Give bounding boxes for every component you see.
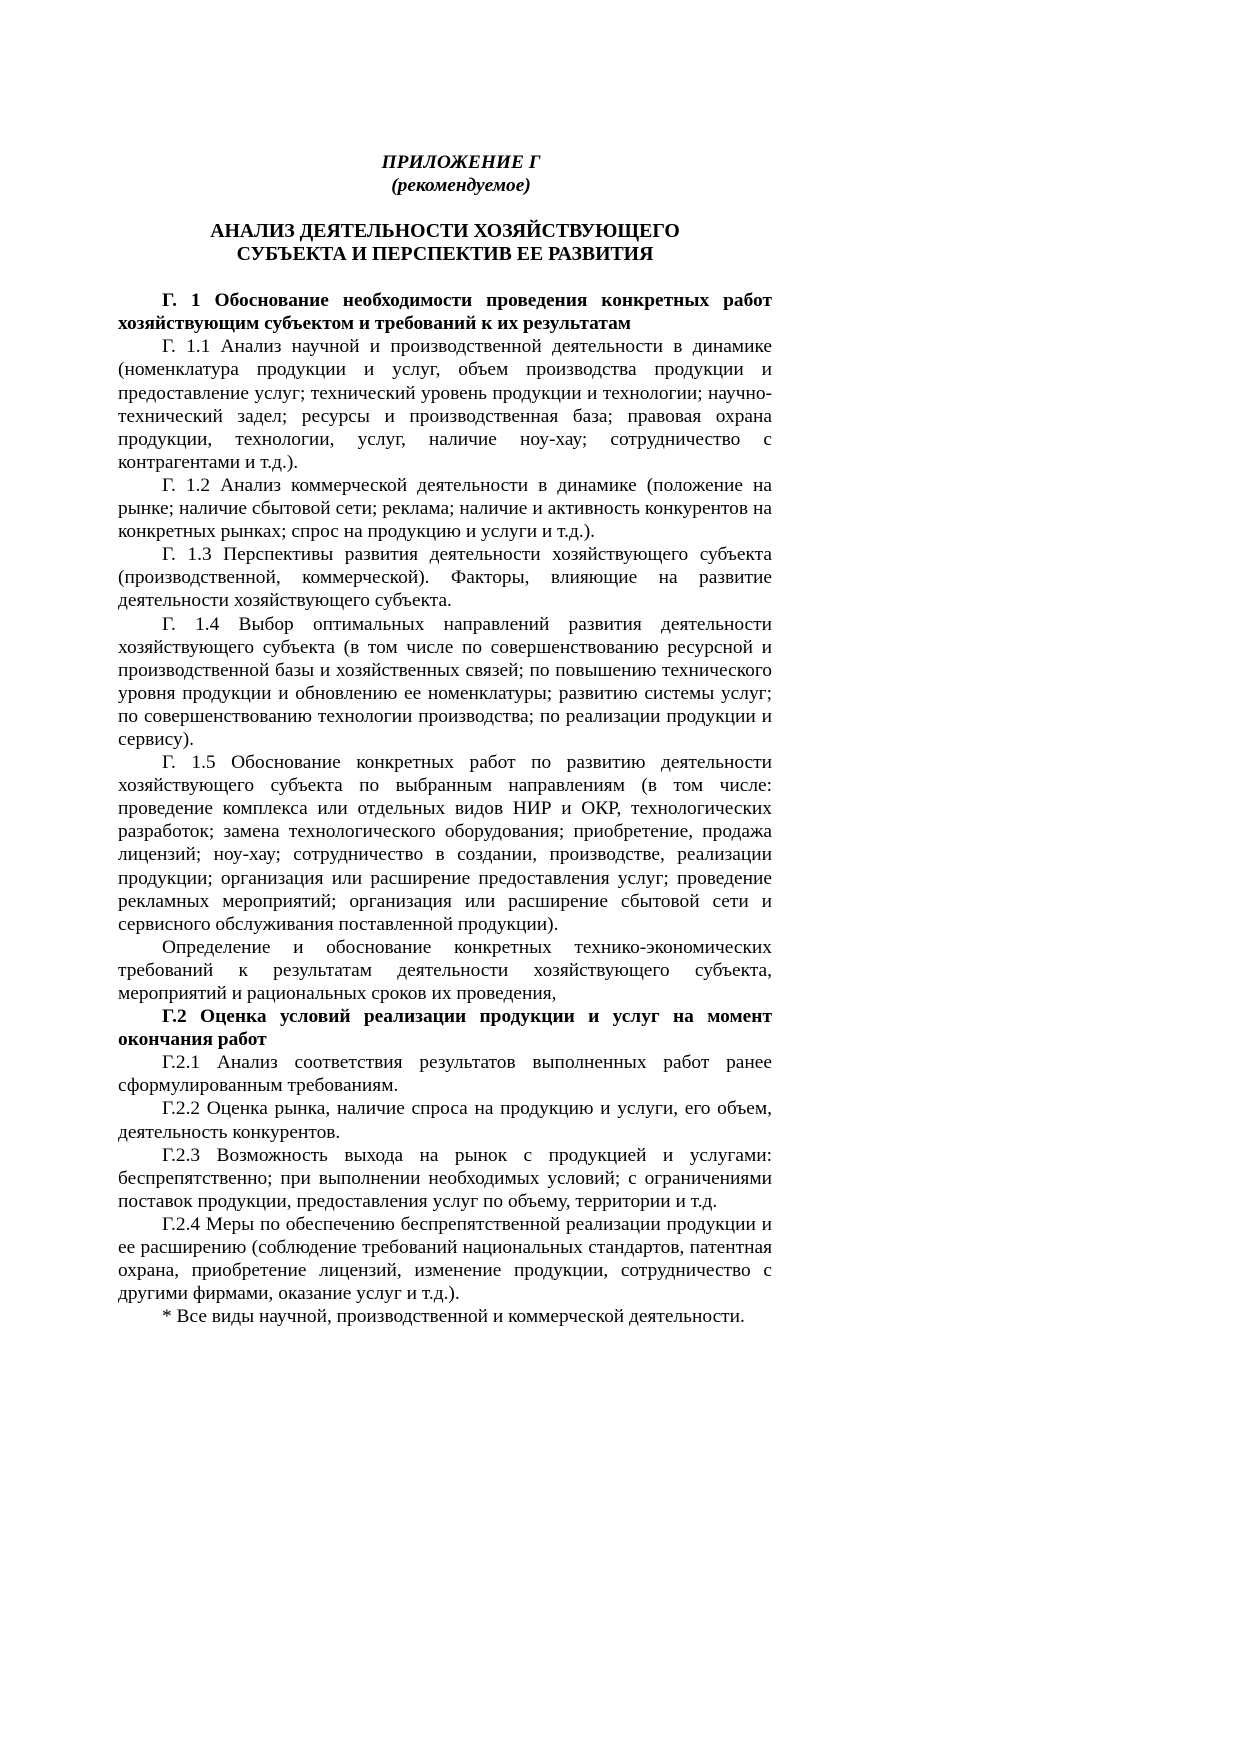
paragraph: Г. 1.4 Выбор оптимальных направлений развития деятельности хозяйствующего субъекта (в том числе по совершенствованию ресурсной и производственной базы и хозяйственных связей; по повышению технического уровня продукции и обновлению ее номенклатуры; развитию системы услуг; по совершенствованию технологии производства; по реализации продукции и сервису). xyxy=(118,613,772,750)
paragraph: Г. 1.3 Перспективы развития деятельности хозяйствующего субъекта (производственной, коммерческой). Факторы, влияющие на развитие деятельности хозяйствующего субъекта. xyxy=(118,544,772,612)
document-body xyxy=(118,289,772,1328)
paragraph: Определение и обоснование конкретных технико-экономических требований к результатам деятельности хозяйствующего субъекта, мероприятий и рациональных сроков их проведения, xyxy=(118,936,772,1004)
appendix-header xyxy=(150,151,772,197)
appendix-status: (рекомендуемое) xyxy=(391,175,531,197)
paragraph: Г.2.4 Меры по обеспечению беспрепятственной реализации продукции и ее расширению (соблюдение требований национальных стандартов, патентная охрана, приобретение лицензий, изменение продукции, сотрудничество с другими фирмами, оказание услуг и т.д.). xyxy=(118,1213,772,1305)
appendix-label: ПРИЛОЖЕНИЕ Г xyxy=(381,152,541,173)
document-page xyxy=(118,151,772,1328)
paragraph: Г. 1.5 Обоснование конкретных работ по развитию деятельности хозяйствующего субъекта по выбранным направлениям (в том числе: проведение комплекса или отдельных видов НИР и ОКР, технологических разработок; замена технологического оборудования; приобретение, продажа лицензий; ноу-хау; сотрудничество в создании, производстве, реализации продукции; организация или расширение предоставления услуг; проведение рекламных мероприятий; организация или расширение сбытовой сети и сервисного обслуживания поставленной продукции). xyxy=(118,752,772,935)
title-line-2: СУБЪЕКТА И ПЕРСПЕКТИВ ЕЕ РАЗВИТИЯ xyxy=(236,243,654,266)
paragraph: Г. 1.1 Анализ научной и производственной деятельности в динамике (номенклатура продукции и услуг, объем производства продукции и предоставление услуг; технический уровень продукции и технологии; научно-технический задел; ресурсы и производственная база; правовая охрана продукции, технологии, услуг, наличие ноу-хау; сотрудничество с контрагентами и т.д.). xyxy=(118,336,772,473)
paragraph: Г. 1.2 Анализ коммерческой деятельности в динамике (положение на рынке; наличие сбытовой сети; реклама; наличие и активность конкурентов на конкретных рынках; спрос на продукцию и услуги и т.д.). xyxy=(118,474,772,543)
document-title xyxy=(118,220,772,266)
paragraph: Г.2.3 Возможность выхода на рынок с продукцией и услугами: беспрепятственно; при выполнении необходимых условий; с ограничениями поставок продукции, предоставления услуг по объему, территории и т.д. xyxy=(118,1144,772,1212)
title-line-1: АНАЛИЗ ДЕЯТЕЛЬНОСТИ ХОЗЯЙСТВУЮЩЕГО xyxy=(210,220,680,243)
paragraph: Г.2.2 Оценка рынка, наличие спроса на продукцию и услуги, его объем, деятельность конкурентов. xyxy=(118,1098,772,1143)
section-heading: Г. 1 Обоснование необходимости проведения конкретных работ хозяйствующим субъектом и требований к их результатам xyxy=(118,290,772,335)
paragraph: Г.2.1 Анализ соответствия результатов выполненных работ ранее сформулированным требованиям. xyxy=(118,1052,772,1097)
section-heading: Г.2 Оценка условий реализации продукции и услуг на момент окончания работ xyxy=(118,1006,772,1051)
footnote: * Все виды научной, производственной и коммерческой деятельности. xyxy=(162,1306,745,1328)
